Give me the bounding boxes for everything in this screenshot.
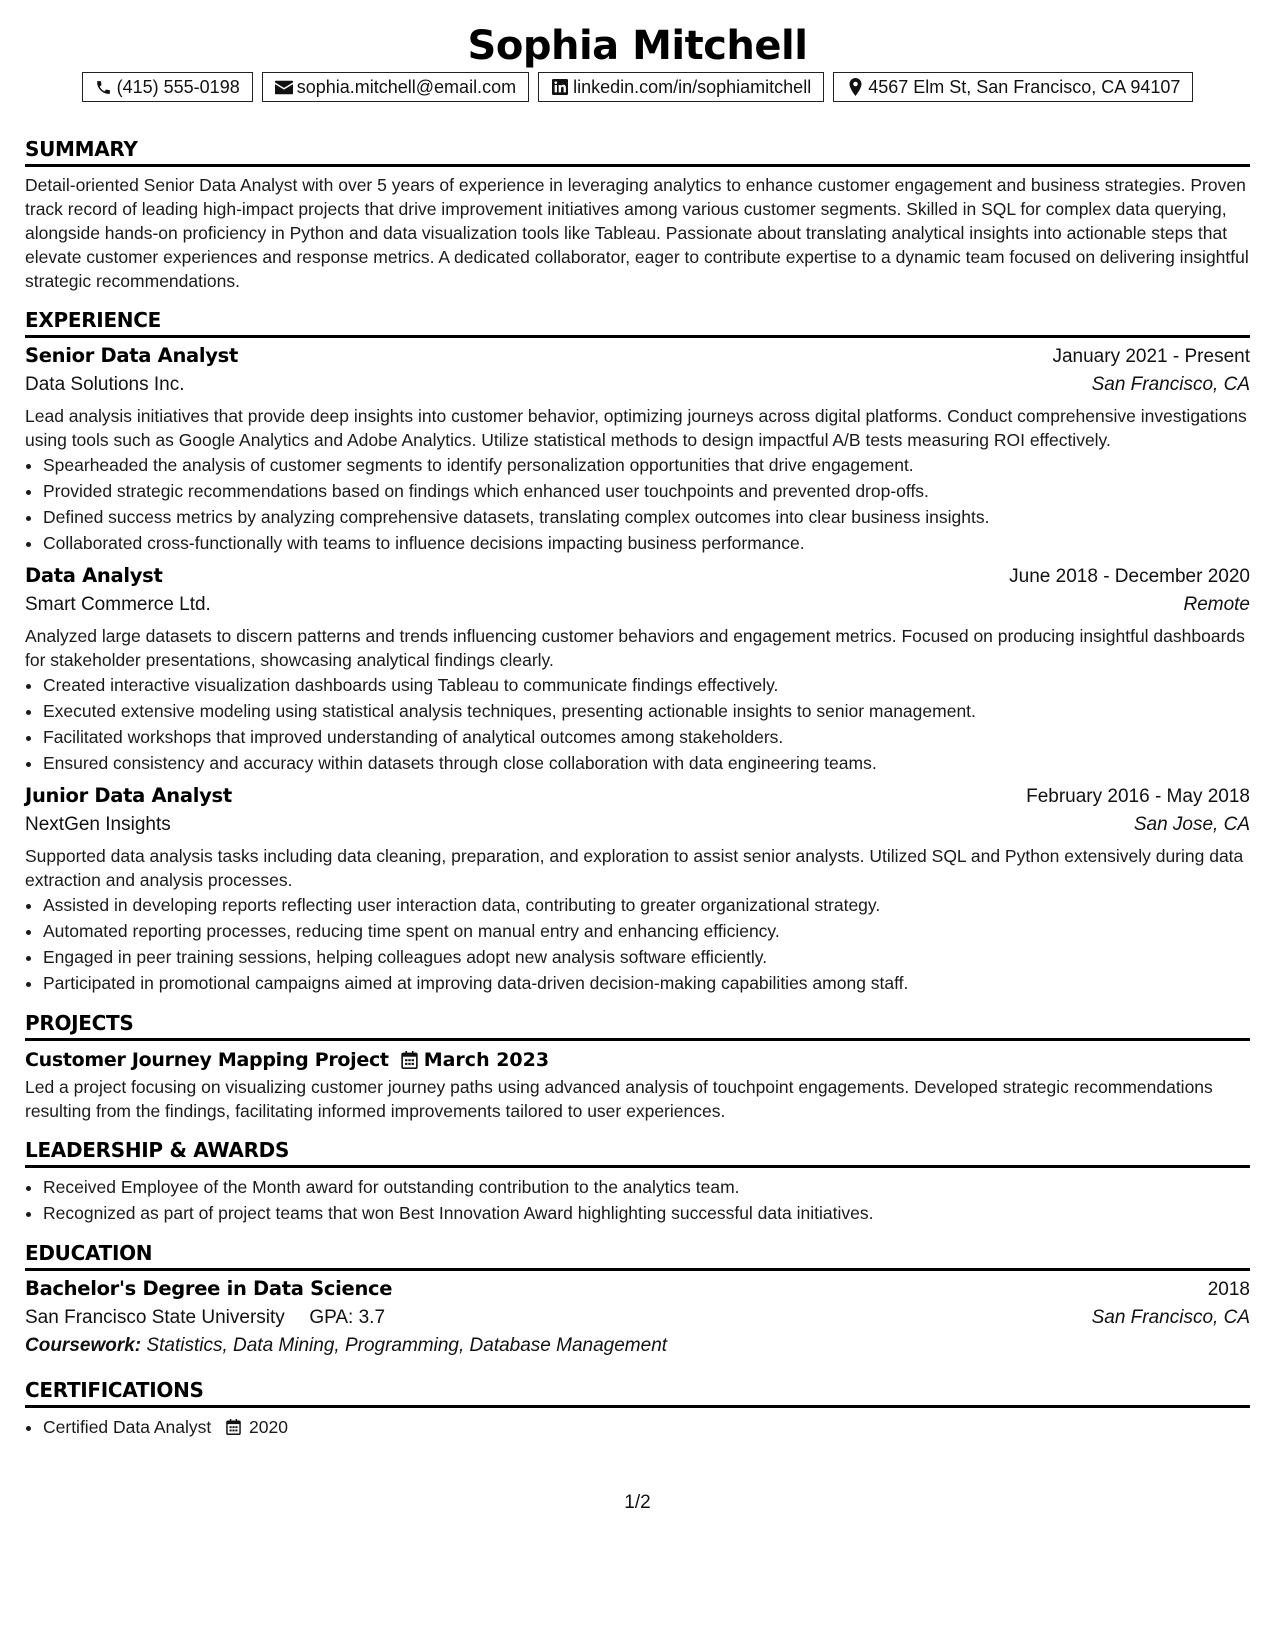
resume-page: [25, 20, 1250, 1440]
certifications-list: [25, 1414, 1250, 1440]
calendar-icon: [401, 1051, 418, 1069]
list-item: • Recognized as part of project teams that won Best Innovation Award highlighting successful data initiatives.: [43, 1200, 1250, 1226]
linkedin-text: linkedin.com/in/sophiamitchell: [573, 76, 812, 97]
certifications-section: [25, 1377, 1250, 1440]
project-title: Customer Journey Mapping Project: [25, 1049, 389, 1071]
list-item: • Spearheaded the analysis of customer segments to identify personalization opportunities that drive engagement.: [43, 452, 1250, 478]
education-heading: EDUCATION: [25, 1240, 1250, 1271]
list-item: • Participated in promotional campaigns aimed at improving data-driven decision-making capabilities among staff.: [43, 970, 1250, 996]
phone-text: (415) 555-0198: [116, 76, 240, 97]
certifications-heading: CERTIFICATIONS: [25, 1377, 1250, 1408]
job-description: Analyzed large datasets to discern patterns and trends influencing customer behaviors and engagement metrics. Focused on producing insightful dashboards for stakeholder presentations, showcasing analytical findings clearly.: [25, 626, 1245, 670]
job-title: Data Analyst: [25, 564, 163, 587]
graduation-year: 2018: [1207, 1279, 1250, 1300]
project-description: Led a project focusing on visualizing customer journey paths using advanced analysis of touchpoint engagements. Developed strategic recommendations resulting from the findings, facilitating informed improvements tailored to user experiences.: [25, 1077, 1213, 1121]
list-item: • Collaborated cross-functionally with teams to influence decisions impacting business performance.: [43, 530, 1250, 556]
summary-section: [25, 136, 1250, 293]
list-item: • Automated reporting processes, reducing time spent on manual entry and enhancing efficiency.: [43, 918, 1250, 944]
candidate-name: Sophia Mitchell: [467, 23, 808, 69]
project-entry: [25, 1049, 1250, 1071]
school-location: San Francisco, CA: [1091, 1307, 1250, 1328]
job-description: Supported data analysis tasks including data cleaning, preparation, and exploration to assist senior analysts. Utilized SQL and Python extensively during data extraction and analysis processes.: [25, 846, 1244, 890]
summary-heading: SUMMARY: [25, 136, 1250, 167]
coursework-list: Statistics, Data Mining, Programming, Database Management: [146, 1335, 668, 1356]
degree-title: Bachelor's Degree in Data Science: [25, 1277, 393, 1300]
school-info: [25, 1307, 385, 1329]
list-item: • Ensured consistency and accuracy within datasets through close collaboration with data engineering teams.: [43, 750, 1250, 776]
job-entry: [25, 344, 1250, 556]
list-item: • Assisted in developing reports reflecting user interaction data, contributing to greater organizational strategy.: [43, 892, 1250, 918]
envelope-icon: [275, 78, 293, 96]
leadership-section: [25, 1137, 1250, 1226]
coursework: [25, 1335, 1250, 1357]
job-description: Lead analysis initiatives that provide deep insights into customer behavior, optimizing journeys across digital platforms. Conduct comprehensive investigations using tools such as Google Analytics and Adobe Analytics. Utilize statistical methods to design impactful A/B tests measuring ROI effectively.: [25, 406, 1247, 450]
job-bullets: [25, 672, 1250, 776]
page-number: 1/2: [624, 1492, 651, 1513]
job-dates: January 2021 - Present: [1052, 346, 1250, 367]
job-location: Remote: [1183, 594, 1250, 615]
email-text: sophia.mitchell@email.com: [296, 76, 517, 97]
contact-row: [25, 72, 1250, 102]
contact-phone[interactable]: [82, 72, 253, 102]
contact-email[interactable]: [262, 72, 529, 102]
job-title: Junior Data Analyst: [25, 784, 232, 807]
list-item: [43, 1414, 1250, 1440]
certification-year: 2020: [249, 1417, 288, 1437]
company-name: NextGen Insights: [25, 814, 171, 835]
experience-section: [25, 307, 1250, 996]
list-item: • Facilitated workshops that improved understanding of analytical outcomes among stakeholders.: [43, 724, 1250, 750]
job-title: Senior Data Analyst: [25, 344, 239, 367]
contact-address[interactable]: [833, 72, 1193, 102]
job-dates: February 2016 - May 2018: [1026, 786, 1250, 807]
projects-heading: PROJECTS: [25, 1010, 1250, 1041]
gpa: GPA: 3.7: [309, 1307, 386, 1328]
address-text: 4567 Elm St, San Francisco, CA 94107: [868, 76, 1181, 97]
list-item: • Defined success metrics by analyzing comprehensive datasets, translating complex outcomes into clear business insights.: [43, 504, 1250, 530]
leadership-heading: LEADERSHIP & AWARDS: [25, 1137, 1250, 1168]
summary-text: Detail-oriented Senior Data Analyst with over 5 years of experience in leveraging analytics to enhance customer engagement and business strategies. Proven track record of leading high-impact projects that drive improvement initiatives among various customer segments. Skilled in SQL for complex data querying, alongside hands-on proficiency in Python and data visualization tools like Tableau. Passionate about translating analytical insights into actionable steps that elevate customer experiences and response metrics. A dedicated collaborator, eager to contribute expertise to a dynamic team focused on delivering insightful strategic recommendations.: [25, 175, 1249, 291]
company-name: Data Solutions Inc.: [25, 374, 185, 395]
project-date: March 2023: [423, 1049, 550, 1071]
projects-section: [25, 1010, 1250, 1123]
list-item: • Received Employee of the Month award for outstanding contribution to the analytics team.: [43, 1174, 1250, 1200]
leadership-bullets: [25, 1174, 1250, 1226]
job-bullets: [25, 892, 1250, 996]
experience-heading: EXPERIENCE: [25, 307, 1250, 338]
list-item: • Engaged in peer training sessions, helping colleagues adopt new analysis software efficiently.: [43, 944, 1250, 970]
coursework-label: Coursework:: [25, 1335, 142, 1356]
phone-icon: [95, 78, 113, 96]
job-location: San Jose, CA: [1133, 814, 1250, 835]
linkedin-icon: [551, 78, 569, 96]
school-name: San Francisco State University: [25, 1307, 285, 1328]
map-marker-icon: [846, 78, 864, 96]
certification-name: Certified Data Analyst: [43, 1417, 212, 1437]
calendar-icon: [226, 1419, 241, 1435]
list-item: • Executed extensive modeling using statistical analysis techniques, presenting actionable insights to senior management.: [43, 698, 1250, 724]
job-entry: [25, 564, 1250, 776]
education-section: [25, 1240, 1250, 1357]
list-item: • Created interactive visualization dashboards using Tableau to communicate findings effectively.: [43, 672, 1250, 698]
job-bullets: [25, 452, 1250, 556]
company-name: Smart Commerce Ltd.: [25, 594, 211, 615]
contact-linkedin[interactable]: [538, 72, 824, 102]
list-item: • Provided strategic recommendations based on findings which enhanced user touchpoints and prevented drop-offs.: [43, 478, 1250, 504]
job-dates: June 2018 - December 2020: [1009, 566, 1250, 587]
job-location: San Francisco, CA: [1091, 374, 1250, 395]
job-entry: [25, 784, 1250, 996]
